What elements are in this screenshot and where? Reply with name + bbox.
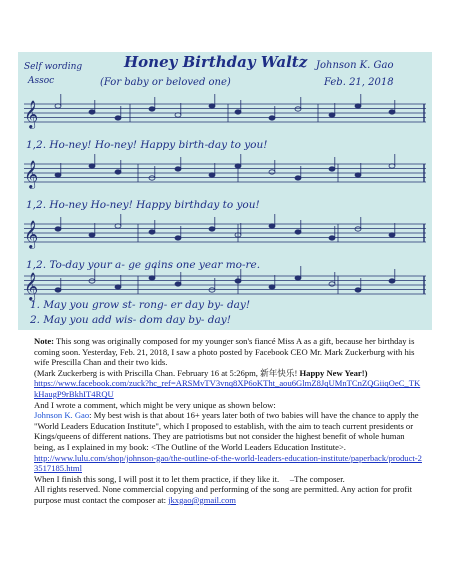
note-head (269, 224, 275, 228)
sheet-music-drawing (18, 52, 432, 330)
score-self-wording: Self wording (24, 62, 83, 72)
note-head (295, 276, 301, 280)
note-head (269, 116, 275, 120)
lulu-link[interactable]: http://www.lulu.com/shop/johnson-gao/the-outline-of-the-world-leaders-education-institute/paperback/product-23517185.html (34, 452, 422, 474)
note-head (115, 285, 121, 289)
note-head (235, 110, 241, 114)
note-head (269, 170, 275, 174)
note-head (355, 104, 361, 108)
rights-paragraph (34, 484, 422, 505)
note-head (355, 288, 361, 292)
note-label: Note: (34, 336, 55, 346)
note-head (115, 224, 121, 228)
lyric-line-2: 1,2. Ho-ney Ho-ney! Happy birthday to you! (26, 199, 260, 211)
note-head (389, 110, 395, 114)
score-title: Honey Birthday Waltz (124, 53, 308, 71)
note-head (175, 236, 181, 240)
note-head (389, 279, 395, 283)
email-link[interactable]: jkxgao@gmail.com (168, 494, 236, 505)
note-head (235, 164, 241, 168)
note-head (175, 113, 181, 117)
rights-text: All rights reserved. None commercial copying and performing of the song are permitted. Any action for profit purpose must contact the composer at: (34, 484, 413, 505)
mark-bold: Happy New Year!) (299, 367, 368, 378)
note-head (389, 164, 395, 168)
comment-intro: And I wrote a comment, which might be very unique as shown below: (34, 399, 276, 410)
facebook-link[interactable]: https://www.facebook.com/zuck?hc_ref=ARSMvTV3vnq8XP6oKTht_aou6GlmZ8JqUMnTCnZQGiiqOeC_TKkHaugP9rBkhIT4RQU (34, 378, 421, 399)
closing-sign: –The composer. (289, 473, 345, 484)
note-head (209, 104, 215, 108)
treble-clef-icon: 𝄞 (24, 100, 39, 128)
score-assoc: Assoc (28, 76, 55, 86)
note-head (355, 227, 361, 231)
treble-clef-icon: 𝄞 (24, 160, 39, 188)
note-head (295, 107, 301, 111)
note-head (89, 110, 95, 114)
note-head (269, 285, 275, 289)
note-head (175, 167, 181, 171)
note-head (329, 113, 335, 117)
note-head (149, 176, 155, 180)
note-head (329, 282, 335, 286)
note-head (115, 116, 121, 120)
treble-clef-icon: 𝄞 (24, 220, 39, 248)
note-head (149, 276, 155, 280)
note-head (89, 164, 95, 168)
score-author: Johnson K. Gao (316, 60, 394, 71)
note-head (149, 230, 155, 234)
mark-paragraph (34, 368, 422, 379)
comment-author[interactable]: Johnson K. Gao (34, 410, 90, 421)
note-head (209, 288, 215, 292)
note-head (55, 173, 61, 177)
document-body (34, 336, 422, 506)
note-head (55, 104, 61, 108)
note-head (149, 107, 155, 111)
treble-clef-icon: 𝄞 (24, 272, 39, 300)
note-text: This song was originally composed for my younger son's fiancé Miss A as a gift, because her birthday is coming soon. Yesterday, Feb. 21, 2018, I saw a photo posted by Facebook CEO Mr. Mark Zuckerburg with his wife Prescilla Chan and their two kids. (34, 336, 415, 368)
comment-paragraph (34, 410, 422, 452)
note-head (235, 279, 241, 283)
note-head (295, 176, 301, 180)
note-head (89, 233, 95, 237)
note-head (209, 227, 215, 231)
lyric-line-4b: 2. May you add wis- dom day by- day! (30, 314, 231, 326)
closing-text: When I finish this song, I will post it to let them practice, if they like it. (34, 473, 280, 484)
note-head (89, 279, 95, 283)
note-head (389, 233, 395, 237)
mark-text: (Mark Zuckerberg is with Priscilla Chan. February 16 at 5:26pm, 新年快乐! (34, 367, 300, 378)
note-head (209, 173, 215, 177)
note-head (55, 227, 61, 231)
lyric-line-1: 1,2. Ho-ney! Ho-ney! Happy birth-day to you! (26, 139, 268, 151)
note-head (115, 170, 121, 174)
note-head (355, 173, 361, 177)
closing-paragraph (34, 474, 422, 485)
note-head (295, 230, 301, 234)
score-subtitle: (For baby or beloved one) (100, 77, 231, 88)
note-head (175, 282, 181, 286)
note-paragraph (34, 336, 422, 368)
note-head (329, 167, 335, 171)
lyric-line-3: 1,2. To-day your a- ge gains one year mo-re. (26, 259, 261, 271)
note-head (55, 288, 61, 292)
sheet-music-image (18, 52, 432, 330)
note-head (329, 236, 335, 240)
score-date: Feb. 21, 2018 (324, 77, 394, 88)
lyric-line-4a: 1. May you grow st- rong- er day by- day! (30, 299, 251, 311)
comment-text: : My best wish is that about 16+ years later both of two babies will have the chance to apply the "World Leaders Education Institute", which I proposed to establish, with the aim to teach current presidents or Kings/queens of different nations. They are patriotisms but not consider the highest benefit of whole human being, as I explained in my book: <The Outline of the World Leaders Education Institute>. (34, 410, 419, 452)
